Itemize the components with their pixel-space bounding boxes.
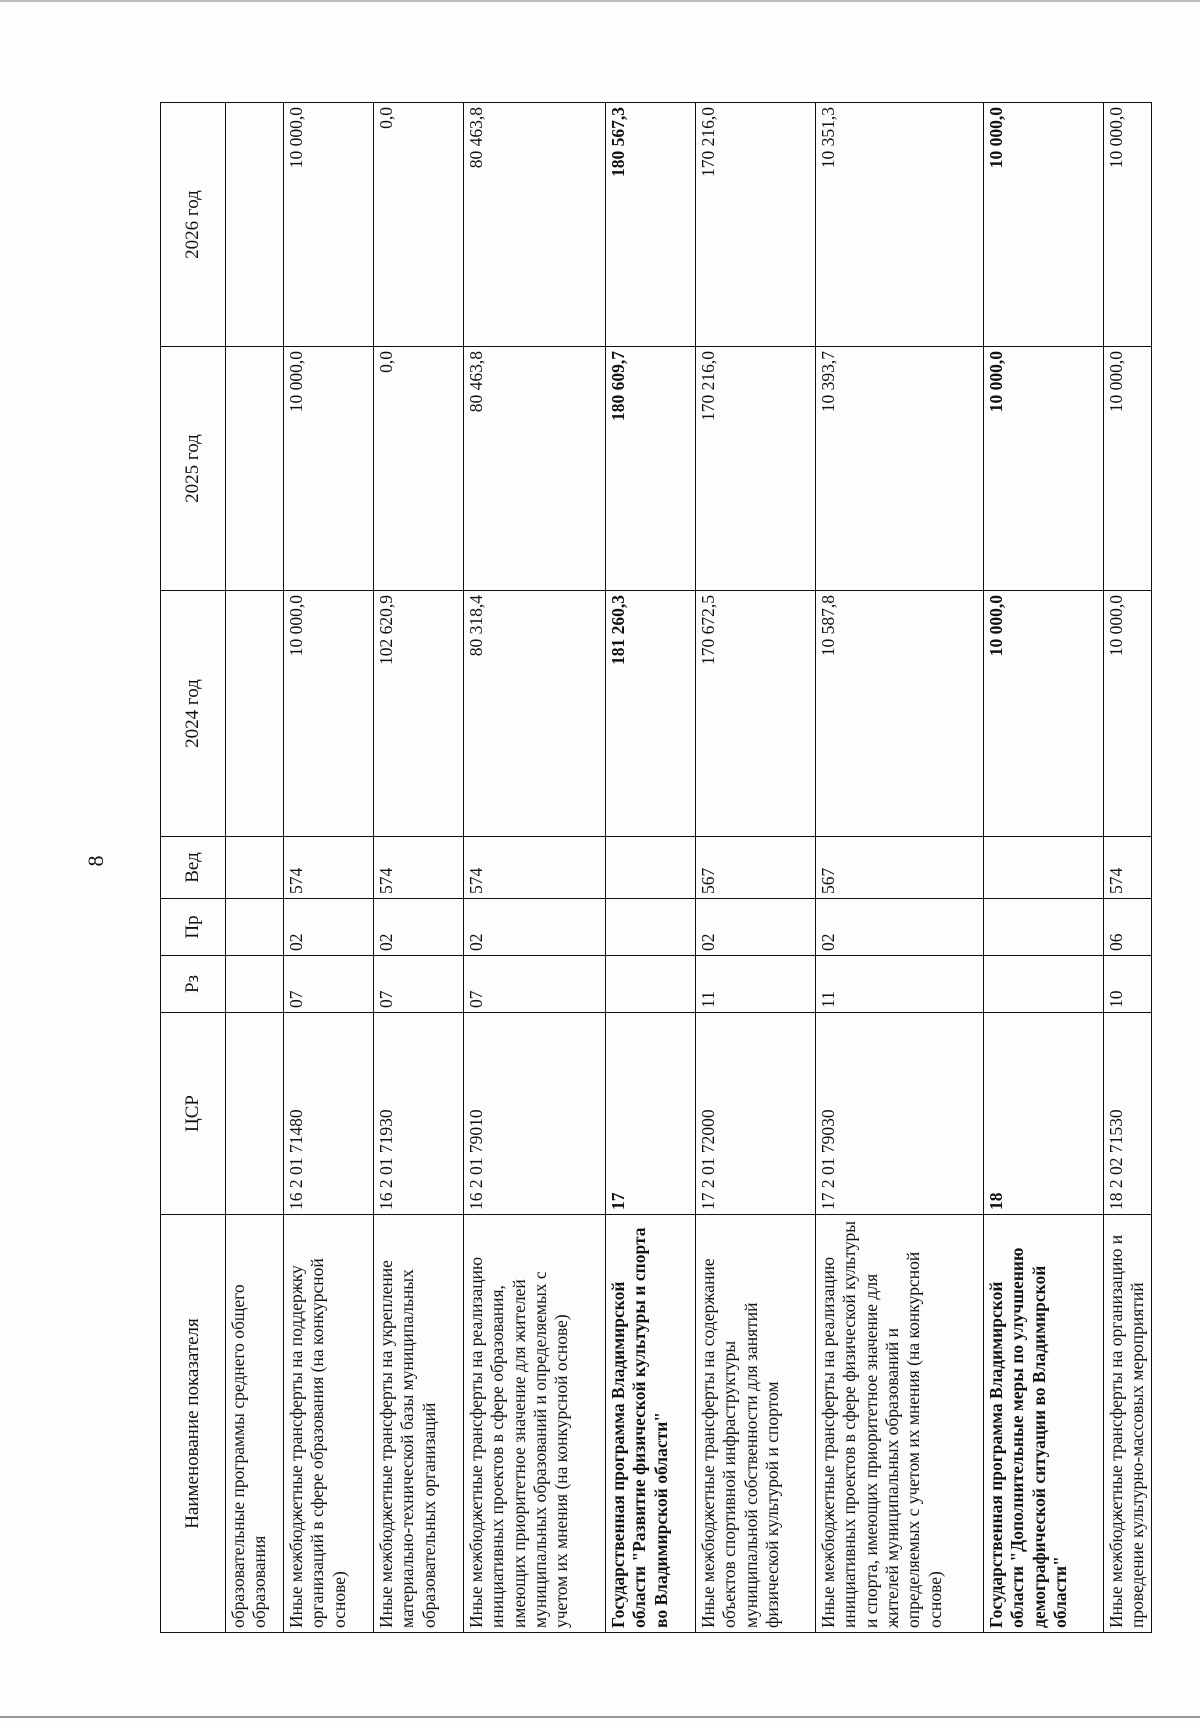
table-row [696,103,816,1633]
header-pr: Пр [161,899,226,956]
cell-y2025: 0,0 [374,347,464,591]
cell-csr: 18 [984,1013,1104,1215]
cell-ved: 567 [816,837,984,899]
cell-y2026: 10 000,0 [284,103,374,347]
cell-ved: 574 [1104,837,1152,899]
cell-y2025: 170 216,0 [696,347,816,591]
cell-y2025: 80 463,8 [464,347,606,591]
cell-y2024: 10 000,0 [1104,591,1152,837]
cell-csr: 17 2 01 72000 [696,1013,816,1215]
cell-name: Иные межбюджетные трансферты на организацию и проведение культурно-массовых мероприятий [1104,1215,1152,1633]
cell-name: Иные межбюджетные трансферты на реализацию инициативных проектов в сфере физической культуры и спорта, имеющих приоритетное значение для жителей муниципальных образований и определяемых с учетом их мнения (на конкурсной основе) [816,1215,984,1633]
cell-y2025: 10 393,7 [816,347,984,591]
cell-rz: 07 [284,956,374,1013]
cell-ved: 574 [284,837,374,899]
header-name: Наименование показателя [161,1215,226,1633]
cell-name: Государственная программа Владимирской области "Развитие физической культуры и спорта во Владимирской области" [606,1215,696,1633]
cell-ved: 574 [464,837,606,899]
cell-y2024: 181 260,3 [606,591,696,837]
table-row [464,103,606,1633]
cell-name: Иные межбюджетные трансферты на реализацию инициативных проектов в сфере образования, имеющих приоритетное значение для жителей муниципальных образований и определяемых с учетом их мнения (на конкурсной основе) [464,1215,606,1633]
rotated-sheet [160,103,1148,1633]
cell-csr: 16 2 01 71480 [284,1013,374,1215]
cell-csr [226,1013,284,1215]
scan-edge-top [0,0,1200,2]
scan-edge-bottom [0,1716,1200,1718]
cell-pr: 02 [284,899,374,956]
cell-csr: 16 2 01 71930 [374,1013,464,1215]
cell-y2026: 170 216,0 [696,103,816,347]
table-row [284,103,374,1633]
header-2025: 2025 год [161,347,226,591]
page-number: 8 [83,855,108,867]
cell-rz [984,956,1104,1013]
cell-y2025: 10 000,0 [984,347,1104,591]
cell-y2024: 170 672,5 [696,591,816,837]
header-rz: Рз [161,956,226,1013]
cell-pr [226,899,284,956]
cell-ved [984,837,1104,899]
header-2024: 2024 год [161,591,226,837]
cell-pr: 02 [816,899,984,956]
cell-y2024 [226,591,284,837]
cell-pr [606,899,696,956]
cell-pr: 02 [696,899,816,956]
cell-y2025: 10 000,0 [284,347,374,591]
cell-y2025 [226,347,284,591]
table-row [1104,103,1152,1633]
cell-y2024: 10 000,0 [984,591,1104,837]
cell-y2025: 180 609,7 [606,347,696,591]
cell-name: Иные межбюджетные трансферты на укрепление материально-технической базы муниципальных образовательных организаций [374,1215,464,1633]
cell-y2026: 0,0 [374,103,464,347]
cell-csr: 17 [606,1013,696,1215]
header-2026: 2026 год [161,103,226,347]
cell-y2026: 10 000,0 [984,103,1104,347]
cell-y2026: 180 567,3 [606,103,696,347]
cell-pr: 02 [374,899,464,956]
header-csr: ЦСР [161,1013,226,1215]
cell-y2024: 102 620,9 [374,591,464,837]
cell-rz: 11 [696,956,816,1013]
cell-rz [226,956,284,1013]
cell-csr: 16 2 01 79010 [464,1013,606,1215]
table-body [226,103,1152,1633]
cell-name: Иные межбюджетные трансферты на поддержку организаций в сфере образования (на конкурсной основе) [284,1215,374,1633]
cell-y2026 [226,103,284,347]
cell-name: образовательные программы среднего общего образования [226,1215,284,1633]
cell-csr: 17 2 01 79030 [816,1013,984,1215]
cell-rz: 07 [374,956,464,1013]
table-row [226,103,284,1633]
cell-y2024: 10 000,0 [284,591,374,837]
cell-name: Государственная программа Владимирской области "Дополнительные меры по улучшению демографической ситуации во Владимирской области" [984,1215,1104,1633]
header-row [161,103,226,1633]
cell-y2025: 10 000,0 [1104,347,1152,591]
table-row [374,103,464,1633]
cell-rz: 10 [1104,956,1152,1013]
cell-ved: 574 [374,837,464,899]
cell-rz: 07 [464,956,606,1013]
cell-csr: 18 2 02 71530 [1104,1013,1152,1215]
cell-y2026: 10 000,0 [1104,103,1152,347]
header-ved: Вед [161,837,226,899]
cell-y2024: 80 318,4 [464,591,606,837]
budget-table [160,102,1152,1633]
cell-y2026: 80 463,8 [464,103,606,347]
table-row [606,103,696,1633]
cell-y2024: 10 587,8 [816,591,984,837]
cell-name: Иные межбюджетные трансферты на содержание объектов спортивной инфраструктуры муниципальной собственности для занятий физической культурой и спортом [696,1215,816,1633]
cell-pr: 06 [1104,899,1152,956]
cell-rz: 11 [816,956,984,1013]
table-row [816,103,984,1633]
cell-y2026: 10 351,3 [816,103,984,347]
cell-ved: 567 [696,837,816,899]
cell-ved [606,837,696,899]
cell-rz [606,956,696,1013]
cell-pr [984,899,1104,956]
cell-pr: 02 [464,899,606,956]
table-row [984,103,1104,1633]
cell-ved [226,837,284,899]
